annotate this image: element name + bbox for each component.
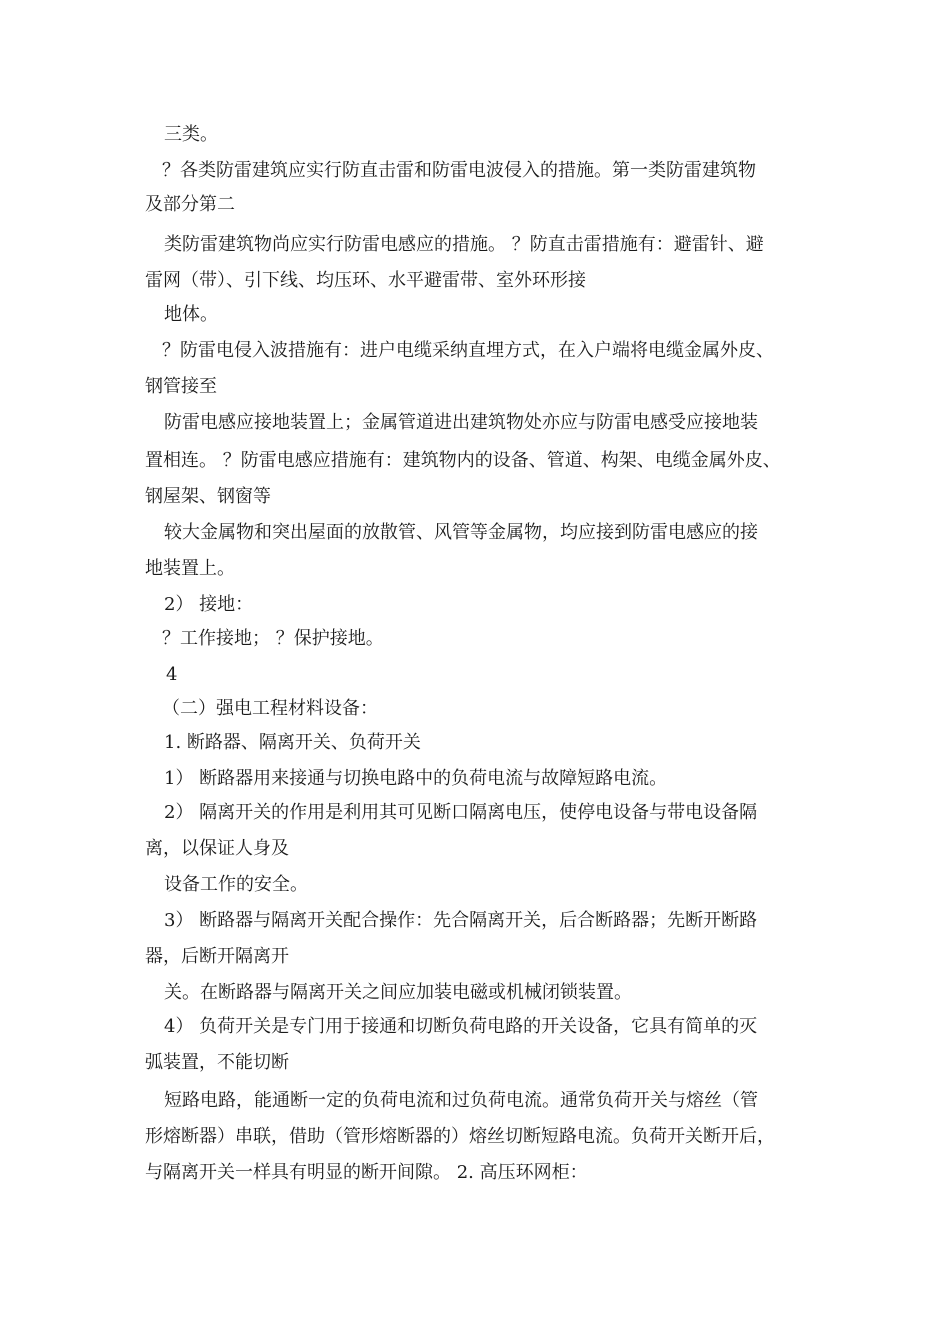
text-line: ？工作接地； ？保护接地。 [162,628,384,649]
text-line: 1） 断路器用来接通与切换电路中的负荷电流与故障短路电流。 [164,768,668,789]
text-line: 雷网（带）、引下线、均压环、水平避雷带、室外环形接 [145,270,586,291]
text-line: 较大金属物和突出屋面的放散管、风管等金属物，均应接到防雷电感应的接 [164,522,758,543]
text-line: 地装置上。 [145,558,235,579]
text-line: 钢管接至 [145,376,217,397]
text-line: 置相连。 ？防雷电感应措施有：建筑物内的设备、管道、构架、电缆金属外皮、 [145,450,781,471]
text-line: 短路电路，能通断一定的负荷电流和过负荷电流。通常负荷开关与熔丝（管 [164,1090,758,1111]
text-line: 形熔断器）串联，借助（管形熔断器的）熔丝切断短路电流。负荷开关断开后， [145,1126,775,1147]
text-line: 3） 断路器与隔离开关配合操作：先合隔离开关，后合断路器；先断开断路 [164,910,758,931]
text-line: 类防雷建筑物尚应实行防雷电感应的措施。 ？防直击雷措施有：避雷针、避 [164,234,764,255]
text-line: 钢屋架、钢窗等 [145,486,271,507]
text-line: 2） 接地： [164,594,254,615]
subsection-heading: 1. 断路器、隔离开关、负荷开关 [164,732,421,753]
text-line: 及部分第二 [145,194,235,215]
page-number: 4 [166,664,178,685]
text-line: 器，后断开隔离开 [145,946,289,967]
text-line: ？防雷电侵入波措施有：进户电缆采纳直埋方式，在入户端将电缆金属外皮、 [162,340,774,361]
text-line: 离，以保证人身及 [145,838,289,859]
text-line: 三类。 [164,124,218,145]
text-line: ？各类防雷建筑应实行防直击雷和防雷电波侵入的措施。第一类防雷建筑物 [162,160,756,181]
text-line: 2） 隔离开关的作用是利用其可见断口隔离电压，使停电设备与带电设备隔 [164,802,758,823]
text-line: 与隔离开关一样具有明显的断开间隙。 2. 高压环网柜： [145,1162,588,1183]
text-line: 防雷电感应接地装置上；金属管道进出建筑物处亦应与防雷电感受应接地装 [164,412,758,433]
text-line: 4） 负荷开关是专门用于接通和切断负荷电路的开关设备，它具有简单的灭 [164,1016,758,1037]
text-line: 地体。 [164,304,218,325]
text-line: 关。在断路器与隔离开关之间应加装电磁或机械闭锁装置。 [164,982,632,1003]
text-line: 设备工作的安全。 [164,874,308,895]
text-line: 弧装置，不能切断 [145,1052,289,1073]
section-heading: （二）强电工程材料设备： [162,698,378,719]
